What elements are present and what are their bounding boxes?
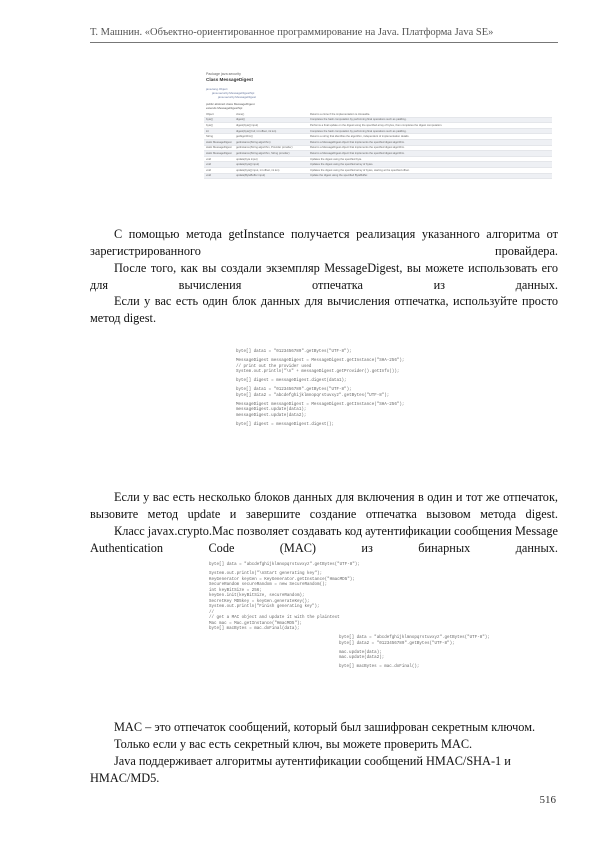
method-return-type: void bbox=[204, 173, 234, 179]
method-description: Updates the digest using the specified byte. bbox=[308, 156, 552, 162]
method-description: Returns a string that identifies the algorithm, independent of implementation details. bbox=[308, 134, 552, 140]
method-return-type: String bbox=[204, 134, 234, 140]
declaration-line: public abstract class MessageDigest bbox=[206, 102, 255, 106]
code-line: mac.update(data); bbox=[339, 650, 382, 655]
page-number: 516 bbox=[539, 794, 556, 806]
method-signature: update(ByteBuffer input) bbox=[234, 173, 308, 179]
code-line: byte[] data = "abcdefghijklmnopqrstuvxyz".getBytes("UTF-8"); bbox=[209, 563, 360, 567]
code-line: byte[] data2 = "abcdefghijklmnopqrstuvxyz".getBytes("UTF-8"); bbox=[236, 393, 390, 398]
code-line: byte[] digest = messageDigest.digest(); bbox=[236, 422, 335, 427]
method-signature: digest(byte[] buf, int offset, int len) bbox=[234, 128, 308, 134]
code-line: byte[] data2 = "0123456789".getBytes("UTF-8"); bbox=[339, 641, 455, 646]
method-return-type: byte[] bbox=[204, 117, 234, 123]
method-description: Update the digest using the specified ByteBuffer. bbox=[308, 173, 552, 179]
javadoc-hierarchy bbox=[206, 87, 256, 99]
method-signature: getAlgorithm() bbox=[234, 134, 308, 140]
method-return-type: int bbox=[204, 128, 234, 134]
hierarchy-line: java.security.MessageDigest bbox=[218, 95, 256, 99]
mac-code-figure bbox=[209, 563, 490, 671]
method-summary-table bbox=[204, 112, 552, 179]
method-signature: update(byte[] input, int offset, int len) bbox=[234, 167, 308, 173]
method-signature: digest(byte[] input) bbox=[234, 123, 308, 129]
javadoc-package: Package java.security bbox=[206, 72, 241, 76]
method-return-type: static MessageDigest bbox=[204, 139, 234, 145]
code-line: int keyBitSize = 256; bbox=[209, 588, 262, 593]
code-line: // bbox=[209, 610, 215, 615]
code-line: System.out.println("Finish generating key"); bbox=[209, 605, 320, 609]
method-return-type: void bbox=[204, 156, 234, 162]
method-signature: getInstance(String algorithm, Provider provider) bbox=[234, 145, 308, 151]
method-description: Updates the digest using the specified array of bytes. bbox=[308, 162, 552, 168]
messagedigest-code-figure bbox=[236, 350, 404, 428]
code-line: mac.update(data2); bbox=[339, 656, 385, 660]
method-return-type: byte[] bbox=[204, 123, 234, 129]
code-line: byte[] data = "abcdefghijklmnopqrstuvxyz".getBytes("UTF-8"); bbox=[339, 636, 490, 640]
code-line: System.out.println("\nStart generating key"); bbox=[209, 572, 323, 576]
javadoc-screenshot-figure bbox=[200, 70, 557, 208]
method-signature: getInstance(String algorithm) bbox=[234, 139, 308, 145]
hierarchy-line: java.security.MessageDigestSpi bbox=[212, 91, 255, 95]
paragraph: Если у вас есть несколько блоков данных для включения в один и тот же отпечаток, вызовите метод update и завершите создание отпечатка вызовом метода digest. bbox=[90, 490, 558, 521]
code-line: MessageDigest messageDigest = MessageDigest.getInstance("SHA-256"); bbox=[236, 359, 405, 363]
code-line: byte[] macBytes = mac.doFinal(data); bbox=[209, 627, 300, 631]
method-description: Returns a MessageDigest object that implements the specified digest algorithm. bbox=[308, 139, 552, 145]
code-line: byte[] macBytes = mac.doFinal(); bbox=[339, 665, 420, 669]
method-return-type: void bbox=[204, 167, 234, 173]
method-description: Performs a final update on the digest using the specified array of bytes, then completes the digest computation. bbox=[308, 123, 552, 129]
hierarchy-line: java.lang.Object bbox=[206, 87, 228, 91]
method-signature: clone() bbox=[234, 112, 308, 117]
method-signature: getInstance(String algorithm, String provider) bbox=[234, 151, 308, 157]
method-signature: update(byte input) bbox=[234, 156, 308, 162]
code-line: Mac mac = Mac.getInstance("HmacMD5"); bbox=[209, 621, 302, 626]
code-line: // get a MAC object and update it with the plaintext bbox=[209, 616, 340, 620]
javadoc-declaration bbox=[206, 102, 255, 110]
method-row bbox=[204, 173, 552, 179]
method-description: Updates the digest using the specified array of bytes, starting at the specified offset. bbox=[308, 167, 552, 173]
code-line: byte[] data1 = "0123456789".getBytes("UTF-8"); bbox=[236, 388, 352, 392]
code-line: messageDigest.update(data1); bbox=[236, 408, 307, 412]
method-description: Returns a clone if the implementation is cloneable. bbox=[308, 112, 552, 117]
paragraph: Java поддерживает алгоритмы аутентификации сообщений HMAC/SHA-1 и HMAC/MD5. bbox=[90, 754, 511, 785]
code-line: MessageDigest messageDigest = MessageDigest.getInstance("SHA-256"); bbox=[236, 402, 405, 407]
code-line: SecureRandom secureRandom = new SecureRandom(); bbox=[209, 583, 328, 587]
paragraph: Класс javax.crypto.Mac позволяет создавать код аутентификации сообщения Message Authentication Code (MAC) из бинарных данных. bbox=[90, 524, 558, 555]
running-head: Т. Машнин. «Объектно-ориентированное программирование на Java. Платформа Java SE» bbox=[90, 27, 558, 43]
javadoc-class-title: Class MessageDigest bbox=[206, 77, 253, 82]
code-line: System.out.println("\n" + messageDigest.getProvider().getInfo()); bbox=[236, 370, 400, 374]
paragraph: Если у вас есть один блок данных для вычисления отпечатка, используйте просто метод digest. bbox=[90, 294, 558, 325]
method-return-type: void bbox=[204, 162, 234, 168]
code-line: messageDigest.update(data2); bbox=[236, 413, 307, 418]
method-description: Completes the hash computation by performing final operations such as padding. bbox=[308, 128, 552, 134]
paragraph: MAC – это отпечаток сообщений, который был зашифрован секретным ключом. bbox=[114, 720, 536, 734]
method-description: Returns a MessageDigest object that implements the specified digest algorithm. bbox=[308, 145, 552, 151]
method-description: Returns a MessageDigest object that implements the specified digest algorithm. bbox=[308, 151, 552, 157]
method-return-type: Object bbox=[204, 112, 234, 117]
paragraph: После того, как вы создали экземпляр MessageDigest, вы можете использовать его для вычисления отпечатка из данных. bbox=[90, 261, 558, 292]
method-description: Completes the hash computation by performing final operations such as padding. bbox=[308, 117, 552, 123]
method-signature: digest() bbox=[234, 117, 308, 123]
code-line: SecretKey MD5key = keyGen.generateKey(); bbox=[209, 599, 310, 604]
method-signature: update(byte[] input) bbox=[234, 162, 308, 168]
code-line: keyGen.init(keyBitSize, secureRandom); bbox=[209, 594, 305, 598]
method-return-type: static MessageDigest bbox=[204, 145, 234, 151]
declaration-line: extends MessageDigestSpi bbox=[206, 106, 243, 110]
code-line: byte[] data1 = "0123456789".getBytes("UTF-8"); bbox=[236, 350, 352, 354]
code-line: // print out the provider used bbox=[236, 364, 312, 369]
paragraph: С помощью метода getInstance получается реализация указанного алгоритма от зарегистрированного провайдера. bbox=[90, 227, 558, 258]
code-line: KeyGenerator keyGen = KeyGenerator.getInstance("HmacMD5"); bbox=[209, 577, 355, 582]
code-line: byte[] digest = messageDigest.digest(data1); bbox=[236, 379, 347, 383]
paragraph: Только если у вас есть секретный ключ, вы можете проверить MAC. bbox=[114, 737, 473, 751]
method-return-type: static MessageDigest bbox=[204, 151, 234, 157]
